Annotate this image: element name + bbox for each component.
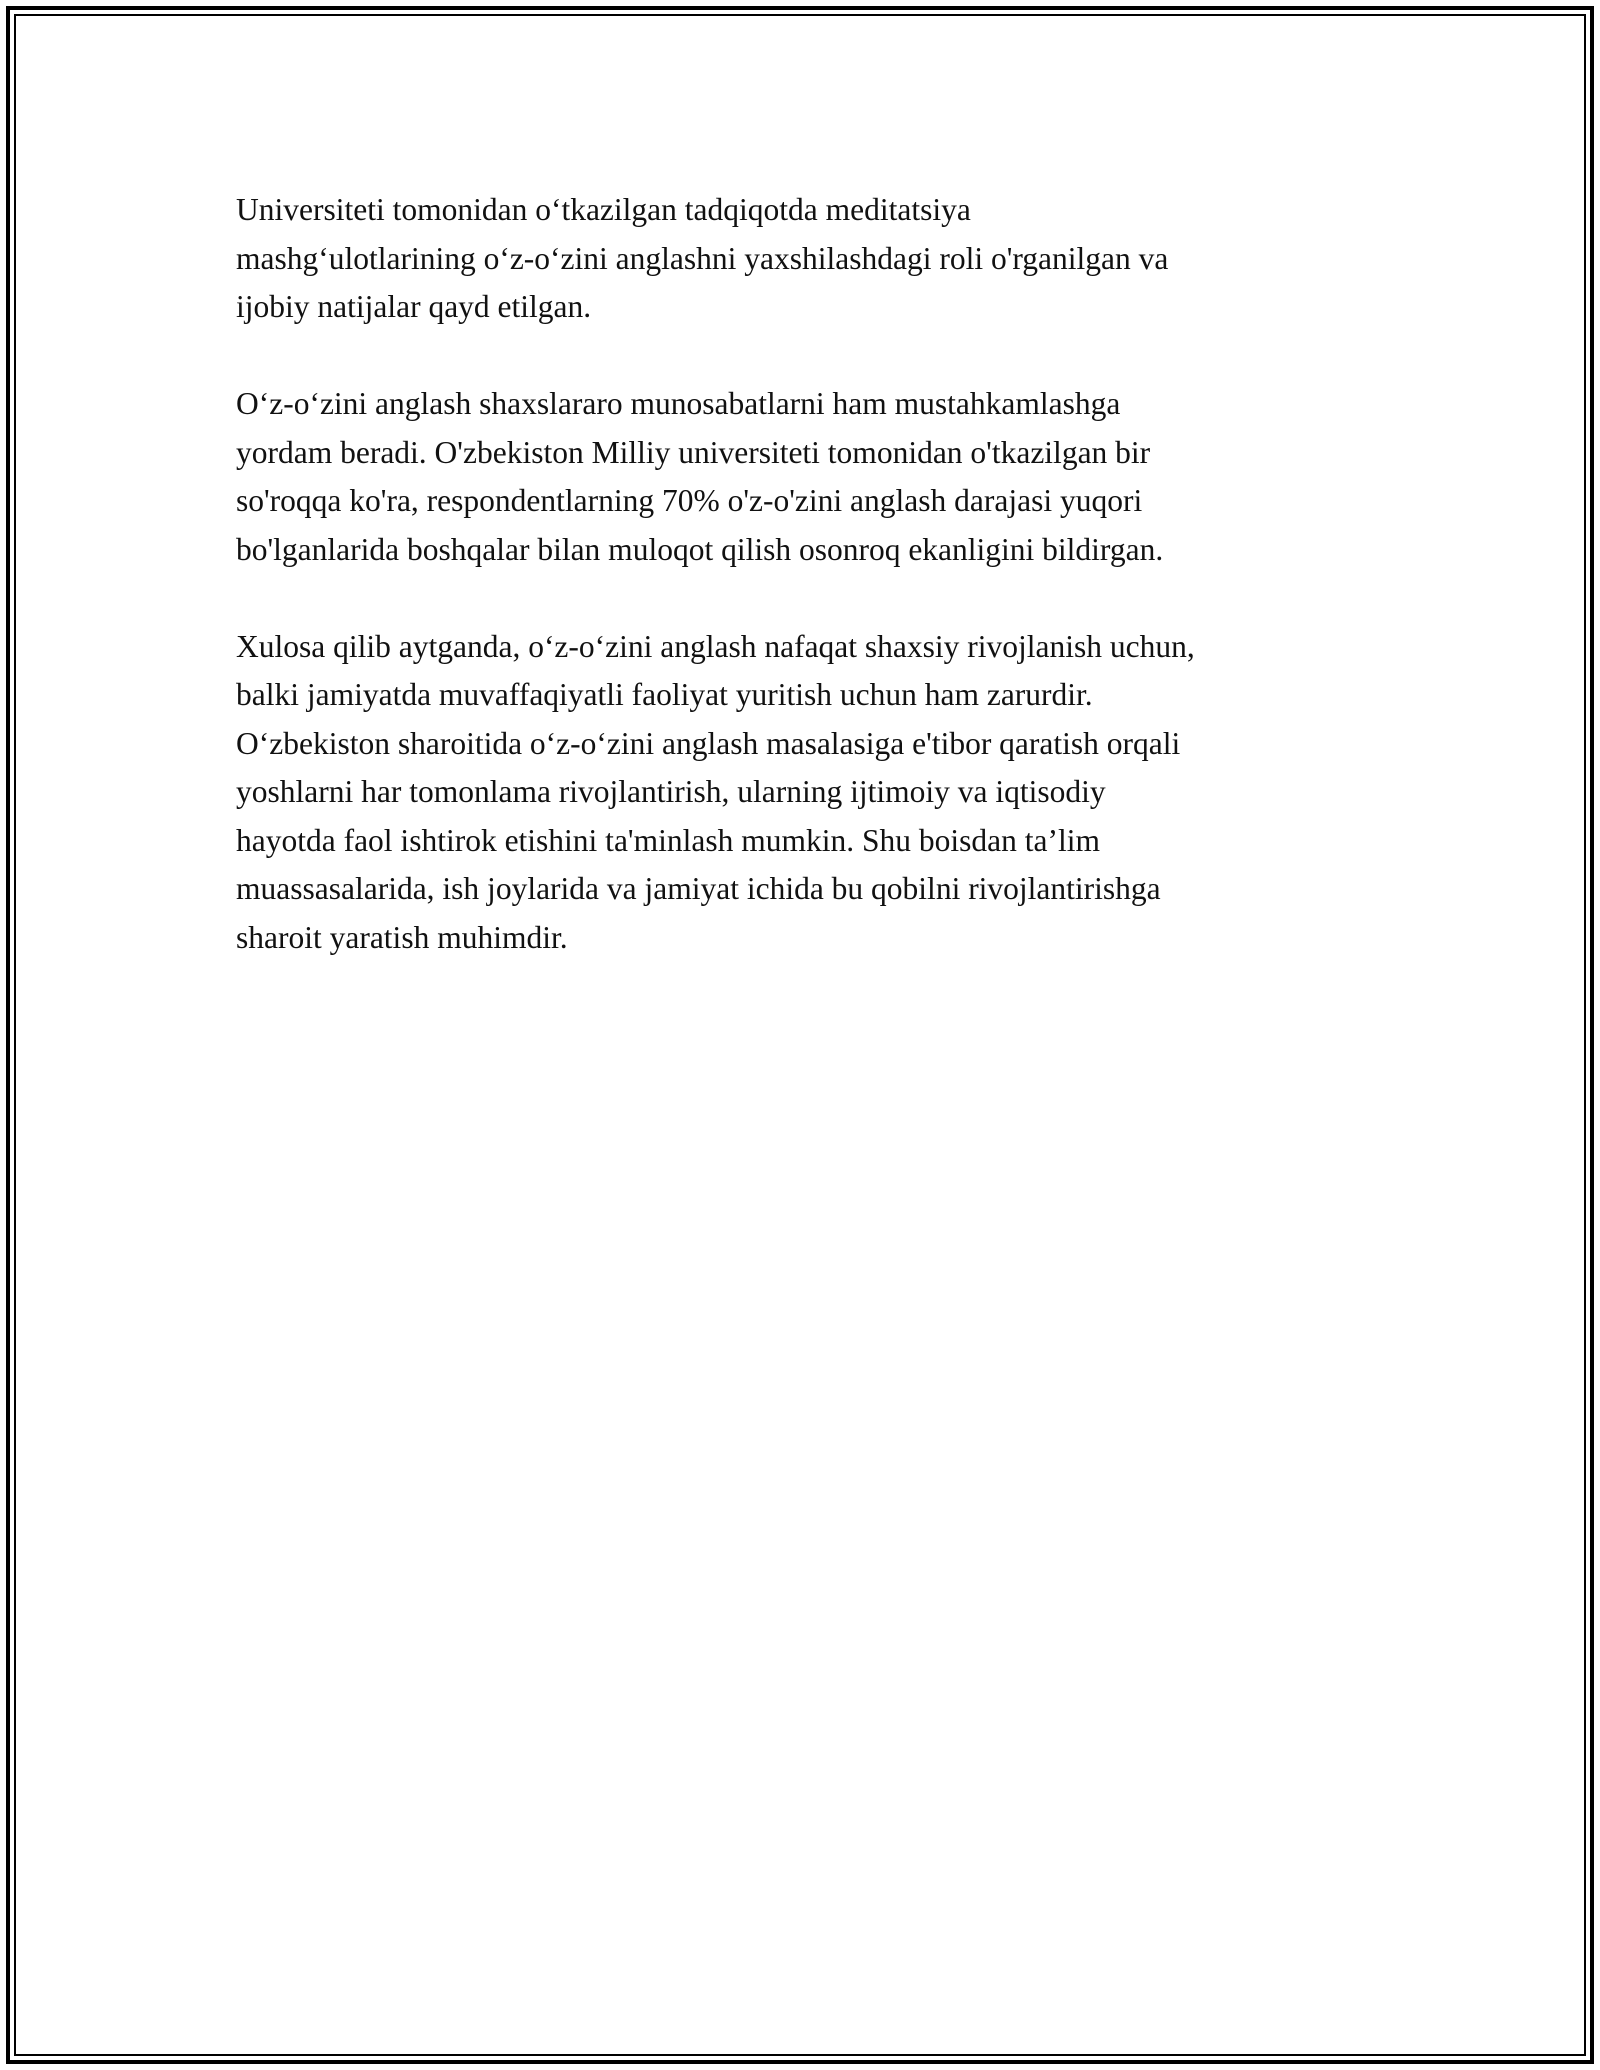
text-line: yoshlarni har tomonlama rivojlantirish, ularning ijtimoiy va iqtisodiy (236, 774, 1106, 809)
text-line: ijobiy natijalar qayd etilgan. (236, 289, 592, 324)
text-line: so'roqqa ko'ra, respondentlarning 70% o'z-o'zini anglash darajasi yuqori (236, 483, 1143, 518)
text-line: sharoit yaratish muhimdir. (236, 919, 568, 955)
text-line: hayotda faol ishtirok etishini ta'minlash mumkin. Shu boisdan ta’lim (236, 822, 1100, 858)
text-line: O‘z-o‘zini anglash shaxslararo munosabatlarni ham mustahkamlashga (236, 386, 1121, 421)
document-body (236, 186, 1366, 1011)
text-line: yordam beradi. O'zbekiston Milliy universiteti tomonidan o'tkazilgan bir (236, 434, 1151, 470)
text-line: muassasalarida, ish joylarida va jamiyat ichida bu qobilni rivojlantirishga (236, 871, 1161, 906)
text-line: O‘zbekiston sharoitida o‘z-o‘zini anglash masalasiga e'tibor qaratish orqali (236, 725, 1181, 761)
text-line: Universiteti tomonidan o‘tkazilgan tadqiqotda meditatsiya (236, 192, 971, 227)
paragraph (236, 380, 1366, 574)
text-line: balki jamiyatda muvaffaqiyatli faoliyat yuritish uchun ham zarurdir. (236, 677, 1093, 712)
text-line: Xulosa qilib aytganda, o‘z-o‘zini anglash nafaqat shaxsiy rivojlanish uchun, (236, 628, 1195, 664)
paragraph (236, 623, 1366, 963)
paragraph (236, 186, 1366, 332)
text-line: mashg‘ulotlarining o‘z-o‘zini anglashni yaxshilashdagi roli o'rganilgan va (236, 240, 1169, 276)
text-line: bo'lganlarida boshqalar bilan muloqot qilish osonroq ekanligini bildirgan. (236, 531, 1164, 567)
